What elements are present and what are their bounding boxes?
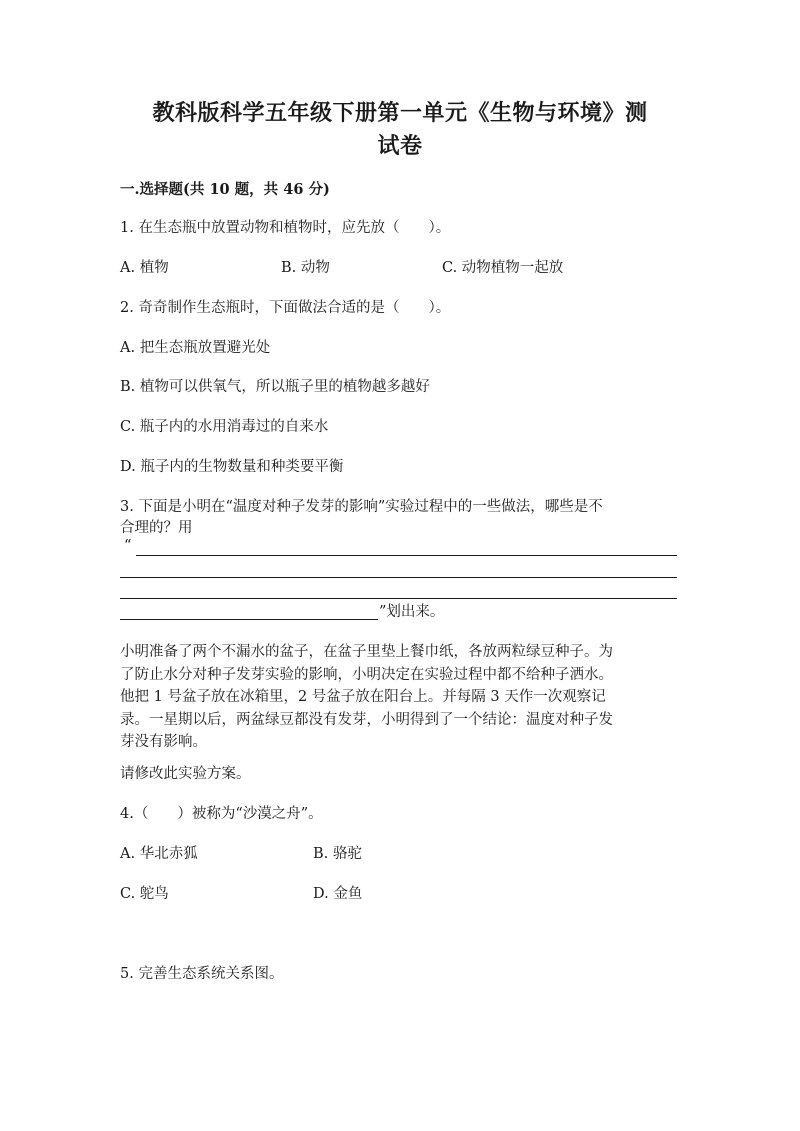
question-2-stem: 2. 奇奇制作生态瓶时，下面做法合适的是（ ）。: [120, 300, 451, 316]
question-4-options-row-1: [120, 843, 680, 865]
question-1-option-a[interactable]: A. 植物: [120, 260, 169, 276]
page-title-line-2: 试卷: [377, 133, 423, 159]
passage-line: 录。一星期以后，两盆绿豆都没有发芽，小明得到了一个结论：温度对种子发: [120, 711, 613, 728]
page-title-line-1: 教科版科学五年级下册第一单元《生物与环境》测: [152, 100, 648, 126]
question-1-option-c[interactable]: C. 动物植物一起放: [442, 260, 564, 276]
question-4-option-c[interactable]: C. 鸵鸟: [120, 886, 169, 902]
passage-line: 芽没有影响。: [120, 734, 207, 750]
question-4-option-a[interactable]: A. 华北赤狐: [120, 846, 198, 862]
question-3-answer-line-3[interactable]: [120, 598, 677, 599]
question-3-instruction: 请修改此实验方案。: [120, 766, 251, 782]
question-4-stem: 4.（ ）被称为“沙漠之舟”。: [120, 806, 323, 822]
question-2-option-a[interactable]: A. 把生态瓶放置避光处: [120, 340, 271, 356]
question-1-options: [120, 257, 680, 279]
question-2-option-c[interactable]: C. 瓶子内的水用消毒过的自来水: [120, 419, 329, 435]
question-3-open-quote: “: [124, 538, 132, 554]
question-2-option-b[interactable]: B. 植物可以供氧气，所以瓶子里的植物越多越好: [120, 379, 430, 395]
question-2-option-d[interactable]: D. 瓶子内的生物数量和种类要平衡: [120, 459, 344, 475]
question-3-answer-line-1[interactable]: [136, 555, 677, 556]
question-4-option-d[interactable]: D. 金鱼: [313, 886, 363, 902]
question-5-stem: 5. 完善生态系统关系图。: [120, 966, 284, 982]
question-3-stem-line-1: 3. 下面是小明在“温度对种子发芽的影响”实验过程中的一些做法，哪些是不: [120, 499, 603, 515]
question-4-options-row-2: [120, 883, 680, 905]
passage-line: 他把 1 号盆子放在冰箱里，2 号盆子放在阳台上。并每隔 3 天作一次观察记: [120, 689, 606, 705]
question-4-option-b[interactable]: B. 骆驼: [313, 846, 362, 862]
question-1-stem: 1. 在生态瓶中放置动物和植物时，应先放（ ）。: [120, 220, 451, 236]
passage-line: 小明准备了两个不漏水的盆子，在盆子里垫上餐巾纸，各放两粒绿豆种子。为: [120, 644, 613, 660]
passage-line: 了防止水分对种子发芽实验的影响，小明决定在实验过程中都不给种子洒水。: [120, 666, 613, 683]
question-3-answer-line-4[interactable]: [120, 619, 378, 620]
question-3-passage: [120, 641, 682, 754]
question-3-stem-line-2: 合理的？用: [120, 520, 193, 536]
section-heading: 一.选择题(共 10 题，共 46 分): [120, 181, 330, 198]
question-3-answer-line-2[interactable]: [120, 577, 677, 578]
question-3-close-text: ”划出来。: [379, 604, 445, 620]
question-1-option-b[interactable]: B. 动物: [281, 260, 330, 276]
